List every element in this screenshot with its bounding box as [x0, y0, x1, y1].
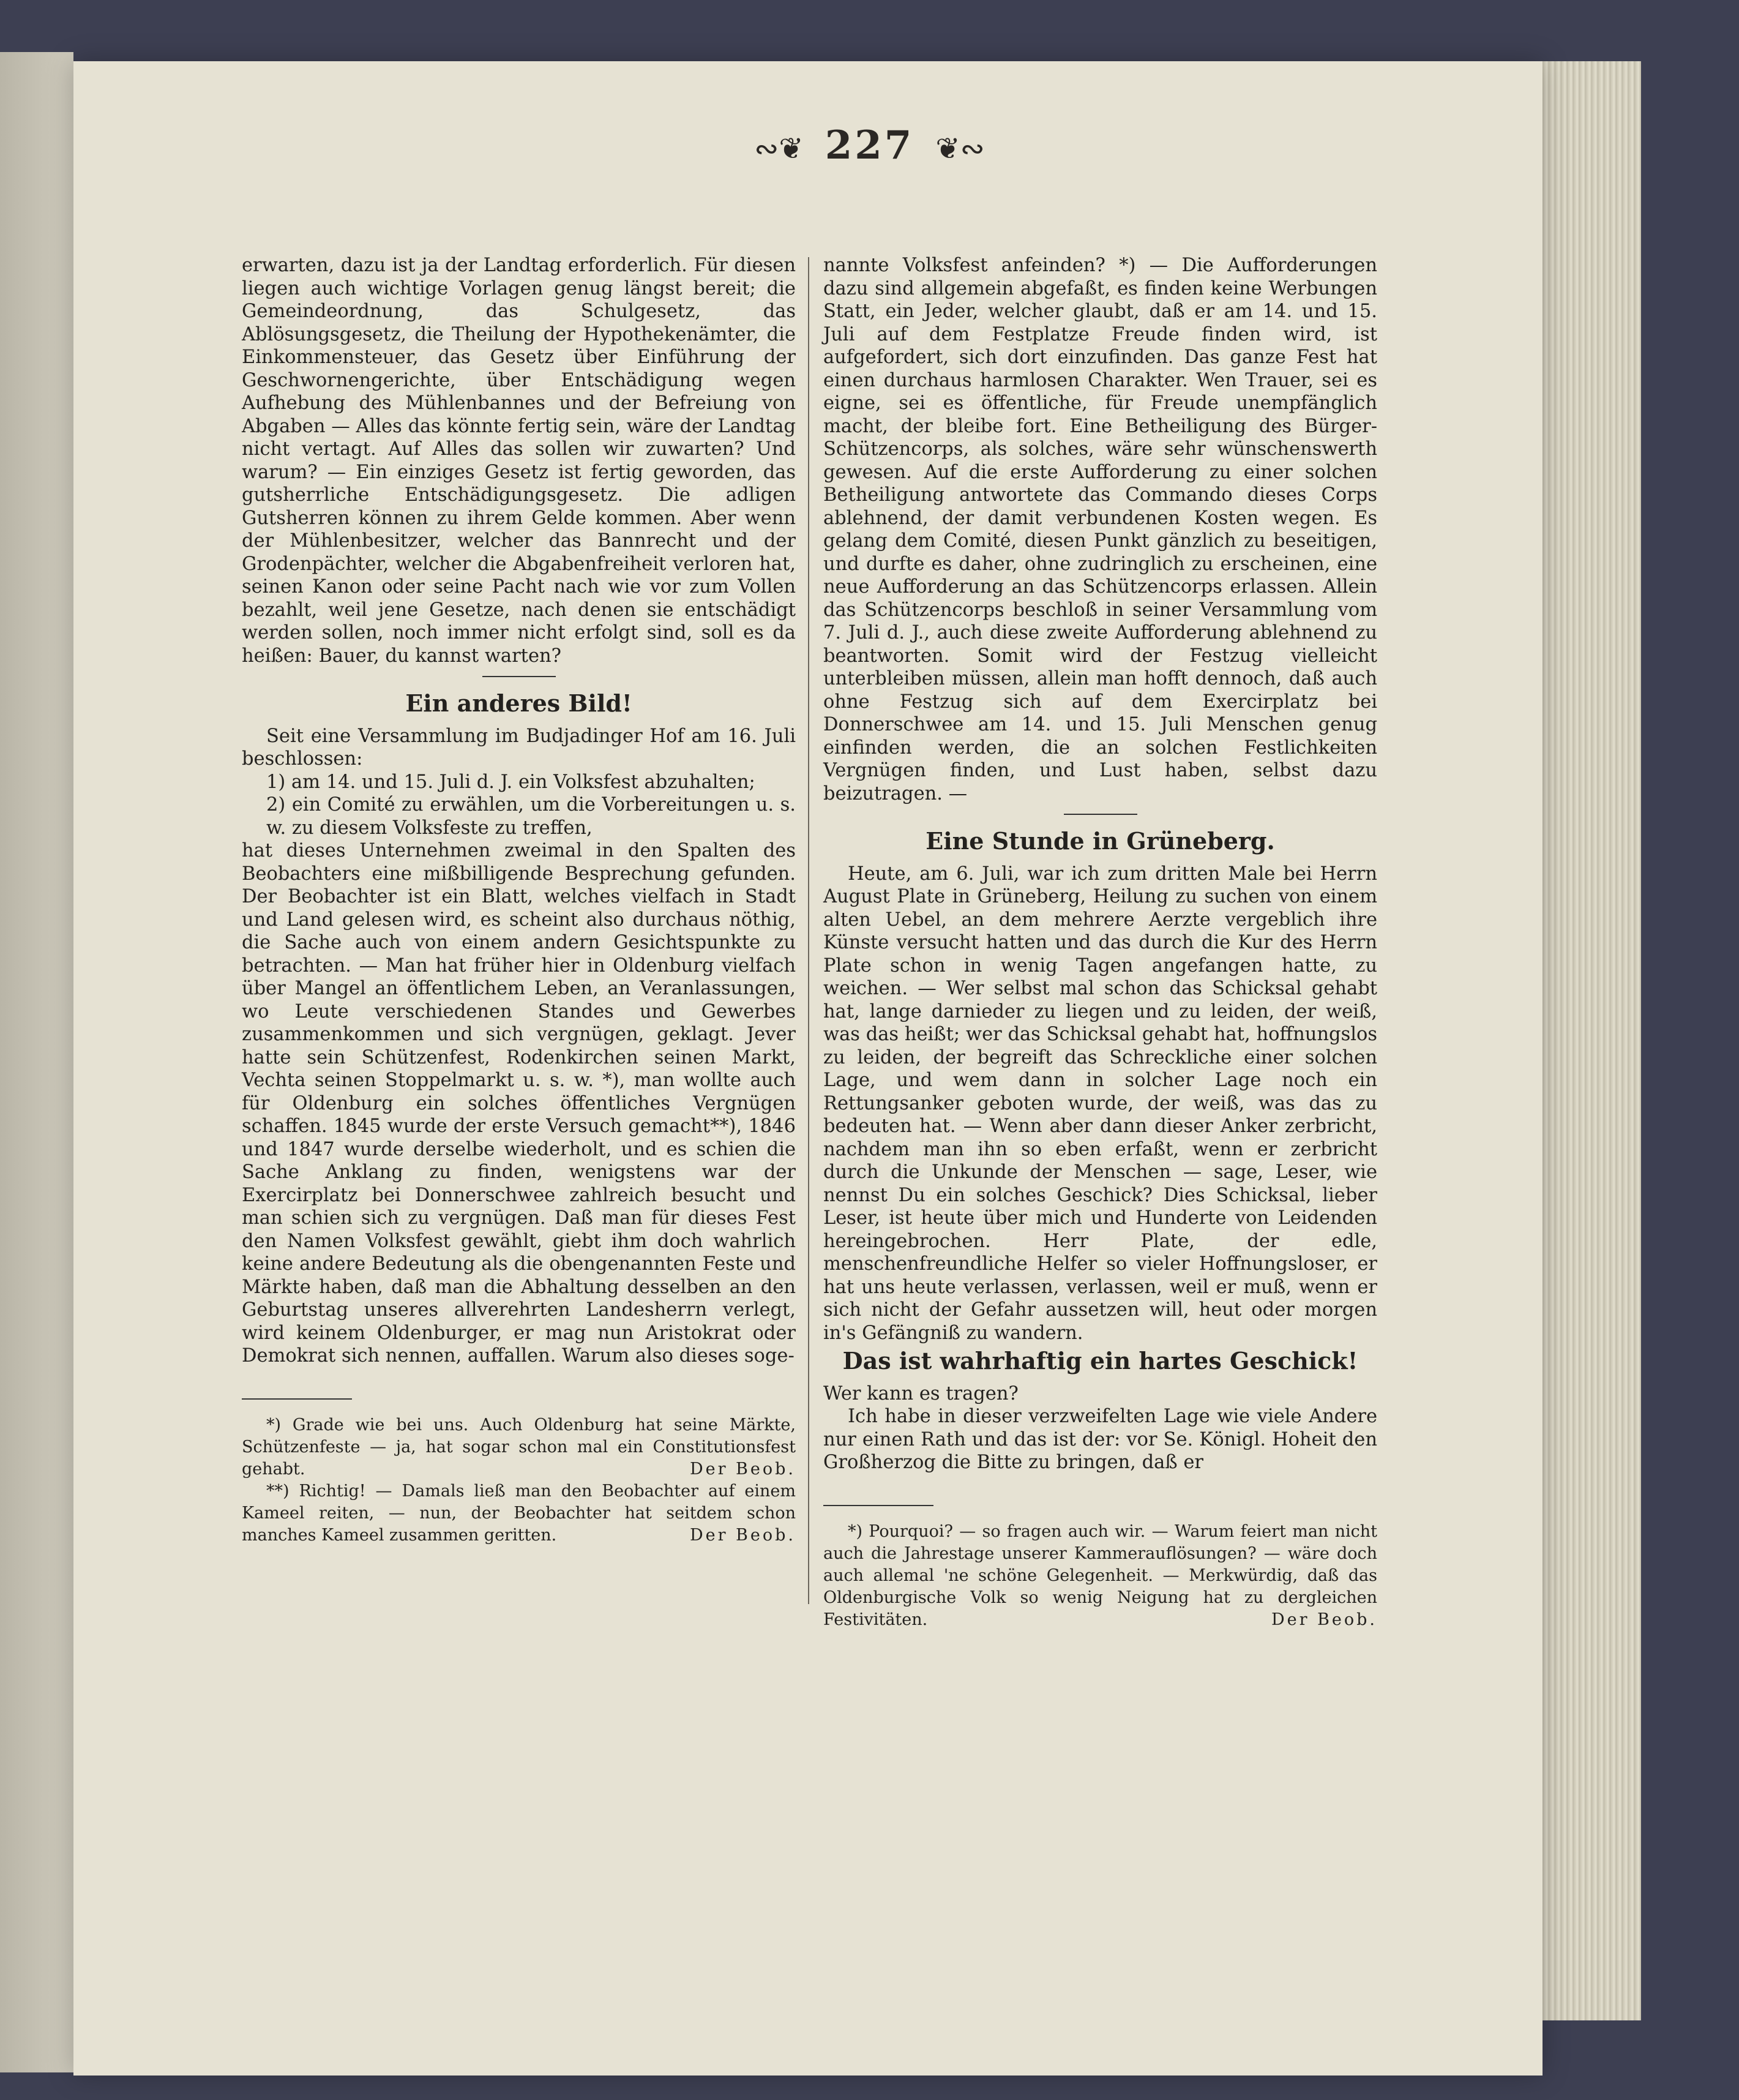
footnote	[823, 1521, 1377, 1631]
column-divider	[808, 257, 809, 1604]
section-heading: Ein anderes Bild!	[405, 689, 632, 717]
section-divider	[1064, 814, 1137, 815]
ornament-right-icon: ❦∾	[935, 132, 985, 166]
right-column	[823, 254, 1377, 1631]
paragraph: Ich habe in dieser verzweifelten Lage wie viele Andere nur einen Rath und das ist der: vor Se. Königl. Hoheit den Großherzog die Bitte zu bringen, daß er	[823, 1406, 1377, 1473]
paragraph: Heute, am 6. Juli, war ich zum dritten Male bei Herrn August Plate in Grüneberg, Heilung zu suchen von einem alten Uebel, an dem mehrere Aerzte vergeblich ihre Künste versucht hatten und das durch die Kur des Herrn Plate schon in wenig Tagen angefangen hatte, zu weichen. — Wer selbst mal schon das Schicksal gehabt hat, lange darnieder zu liegen und zu leiden, der weiß, was das heißt; wer das Schicksal gehabt hat, hoffnungslos zu leiden, der begreift das Schreckliche einer solchen Lage, und wem dann in solcher Lage noch ein Rettungsanker geboten wurde, der weiß, was das zu bedeuten hat. — Wenn aber dann dieser Anker zerbricht, nachdem man ihn so eben erfaßt, wenn er zerbricht durch die Unkunde der Menschen — sage, Leser, wie nennst Du ein solches Geschick? Dies Schicksal, lieber Leser, ist heute über mich und Hunderte von Leidenden hereingebrochen. Herr Plate, der edle, menschenfreundliche Helfer so vieler Hoffnungsloser, er hat uns heute verlassen, verlassen, weil er muß, wenn er sich nicht der Gefahr aussetzen will, heut oder morgen in's Gefängniß zu wandern.	[823, 863, 1377, 1344]
list-item: 2) ein Comité zu erwählen, um die Vorbereitungen u. s. w. zu diesem Volksfeste zu treffen,	[266, 794, 796, 839]
page-header	[0, 122, 1739, 168]
footnote-divider	[242, 1398, 352, 1400]
paragraph: Seit eine Versammlung im Budjadinger Hof am 16. Juli beschlossen:	[242, 725, 796, 770]
page-number: 227	[825, 122, 914, 168]
footnote-text: *) Grade wie bei uns. Auch Oldenburg hat seine Märkte, Schützenfeste — ja, hat sogar schon mal ein Constitutionsfest gehabt.	[242, 1415, 796, 1479]
paragraph: hat dieses Unternehmen zweimal in den Spalten des Beobachters eine mißbilligende Besprechung gefunden. Der Beobachter ist ein Blatt, welches vielfach in Stadt und Land gelesen wird, es scheint also durchaus nöthig, die Sache auch von einem andern Gesichtspunkte zu betrachten. — Man hat früher hier in Oldenburg vielfach über Mangel an öffentlichem Leben, an Veranlassungen, wo Leute verschiedenen Standes und Gewerbes zusammenkommen und sich vergnügen, geklagt. Jever hatte sein Schützenfest, Rodenkirchen seinen Markt, Vechta seinen Stoppelmarkt u. s. w. *), man wollte auch für Oldenburg ein solches öffentliches Vergnügen schaffen. 1845 wurde der erste Versuch gemacht**), 1846 und 1847 wurde derselbe wiederholt, und es schien die Sache Anklang zu finden, wenigstens war der Exercirplatz bei Donnerschwee zahlreich besucht und man schien sich zu vergnügen. Daß man für dieses Fest den Namen Volksfest gewählt, giebt ihm doch wahrlich keine andere Bedeutung als die obengenannten Feste und Märkte haben, daß man die Abhaltung desselben an den Geburtstag unseres allverehrten Landesherrn verlegt, wird keinem Oldenburger, er mag nun Aristokrat oder Demokrat sich nennen, auffallen. Warum also dieses soge-	[242, 840, 796, 1367]
footnote-signature: Der Beob.	[1271, 1610, 1377, 1629]
left-column	[242, 254, 796, 1547]
footnote	[242, 1480, 796, 1547]
paragraph: Wer kann es tragen?	[823, 1382, 1019, 1404]
paragraph: erwarten, dazu ist ja der Landtag erforderlich. Für diesen liegen auch wichtige Vorlagen genug längst bereit; die Gemeindeordnung, das Schulgesetz, das Ablösungsgesetz, die Theilung der Hypothekenämter, die Einkommensteuer, das Gesetz über Einführung der Geschwornengerichte, über Entschädigung wegen Aufhebung des Mühlenbannes und der Befreiung von Abgaben — Alles das könnte fertig sein, wäre der Landtag nicht vertagt. Auf Alles das sollen wir zuwarten? Und warum? — Ein einziges Gesetz ist fertig geworden, das gutsherrliche Entschädigungsgesetz. Die adligen Gutsherren können zu ihrem Gelde kommen. Aber wenn der Mühlenbesitzer, welcher das Bannrecht und der Grodenpächter, welcher die Abgabenfreiheit verloren hat, seinen Kanon oder seine Pacht nach wie vor zum Vollen bezahlt, weil jene Gesetze, nach denen sie entschädigt werden sollen, noch immer nicht erfolgt sind, soll es da heißen: Bauer, du kannst warten?	[242, 255, 796, 667]
emphasis-heading: Das ist wahrhaftig ein hartes Geschick!	[842, 1347, 1358, 1374]
paragraph: nannte Volksfest anfeinden? *) — Die Aufforderungen dazu sind allgemein abgefaßt, es finden keine Werbungen Statt, ein Jeder, welcher glaubt, daß er am 14. und 15. Juli auf dem Festplatze Freude finden wird, ist aufgefordert, sich dort einzufinden. Das ganze Fest hat einen durchaus harmlosen Charakter. Wen Trauer, sei es eigne, sei es öffentliche, für Freude unempfänglich macht, der bleibe fort. Eine Betheiligung des Bürger-Schützencorps, als solches, wäre sehr wünschenswerth gewesen. Auf die erste Aufforderung zu einer solchen Betheiligung antwortete das Commando dieses Corps ablehnend, der damit verbundenen Kosten wegen. Es gelang dem Comité, diesen Punkt gänzlich zu beseitigen, und durfte es daher, ohne zudringlich zu erscheinen, eine neue Aufforderung an das Schützencorps erlassen. Allein das Schützencorps beschloß in seiner Versammlung vom 7. Juli d. J., auch diese zweite Aufforderung ablehnend zu beantworten. Somit wird der Festzug vielleicht unterbleiben müssen, allein man hofft dennoch, daß auch ohne Festzug sich auf dem Exercirplatz bei Donnerschwee am 14. und 15. Juli Menschen genug einfinden werden, die an solchen Festlichkeiten Vergnügen finden, und Lust haben, selbst dazu beizutragen. —	[823, 255, 1377, 804]
footnote-signature: Der Beob.	[689, 1459, 796, 1479]
left-page-edge	[0, 52, 73, 2072]
footnote-text: **) Richtig! — Damals ließ man den Beobachter auf einem Kameel reiten, — nun, der Beobachter hat seitdem schon manches Kameel zusammen geritten.	[242, 1481, 796, 1545]
ornament-left-icon: ∾❦	[754, 132, 804, 166]
footnote-text: *) Pourquoi? — so fragen auch wir. — Warum feiert man nicht auch die Jahrestage unserer Kammerauflösungen? — wäre doch auch allemal 'ne schöne Gelegenheit. — Merkwürdig, daß das Oldenburgische Volk so wenig Neigung hat zu dergleichen Festivitäten.	[823, 1521, 1377, 1629]
footnote	[242, 1414, 796, 1480]
section-divider	[482, 676, 556, 677]
list-item: 1) am 14. und 15. Juli d. J. ein Volksfest abzuhalten;	[266, 771, 755, 793]
footnote-signature: Der Beob.	[689, 1525, 796, 1545]
footnote-divider	[823, 1505, 933, 1506]
section-heading: Eine Stunde in Grüneberg.	[926, 827, 1275, 855]
